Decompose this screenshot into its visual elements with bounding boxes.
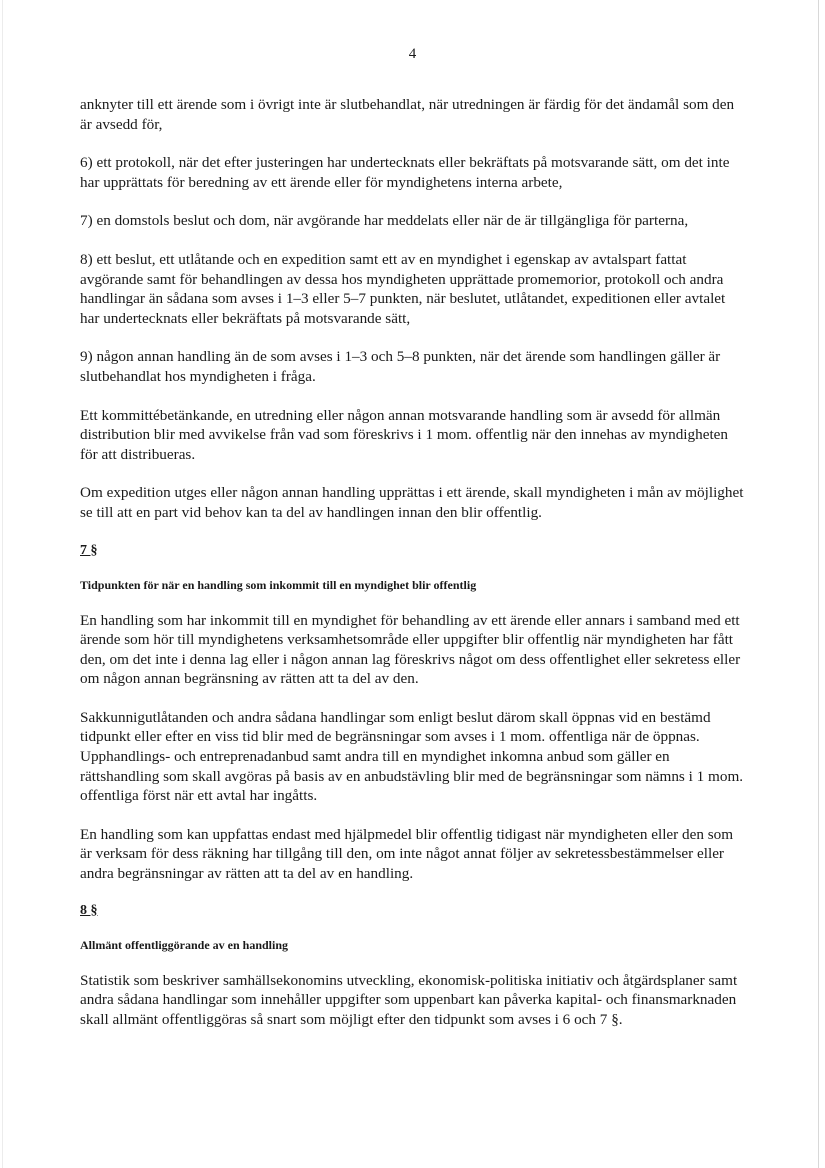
paragraph-received-document: En handling som har inkommit till en myndighet för behandling av ett ärende eller annars i samband med ett ärende som hör till myndighetens verksamhetsområde eller uppgifter blir offentlig när myndigheten har fått den, om det inte i denna lag eller i någon annan lag föreskrivs något om dess offentlighet eller sekretess eller om någon annan begränsning av rätten att ta del av den. [80,611,741,688]
document-body [80,95,745,1029]
paragraph-statistics: Statistik som beskriver samhällsekonomins utveckling, ekonomisk-politiska initiativ och åtgärdsplaner samt andra sådana handlingar som innehåller uppgifter som uppenbart kan påverka kapital- och finansmarknaden skall allmänt offentliggöras så snart som möjligt efter den tidpunkt som avses i 6 och 7 §. [80,971,738,1028]
paragraph-committee-report: Ett kommittébetänkande, en utredning eller någon annan motsvarande handling som är avsedd för allmän distribution blir med avvikelse från vad som föreskrivs i 1 mom. offentlig när den innehas av myndigheten för att distribueras. [80,406,729,463]
scan-edge-right [818,0,819,1168]
paragraph-expert-statements: Sakkunnigutlåtanden och andra sådana handlingar som enligt beslut därom skall öppnas vid en bestämd tidpunkt eller efter en viss tid blir med de begränsningar som avses i 1 mom. offentliga när de öppnas. Upphandlings- och entreprenadanbud samt andra till en myndighet inkomna anbud som gäller en rättshandling som skall avgöras på basis av en anbudstävling blir med de begränsningar som nämns i 1 mom. offentliga först när ett avtal har ingåtts. [80,708,744,805]
section-heading-7: Tidpunkten för när en handling som inkommit till en myndighet blir offentlig [80,577,477,592]
page-number: 4 [408,46,417,62]
section-number-8: 8 § [80,902,98,918]
paragraph-item-9: 9) någon annan handling än de som avses i 1–3 och 5–8 punkten, när det ärende som handlingen gäller är slutbehandlat hos myndigheten i fråga. [80,348,721,385]
paragraph-aided-document: En handling som kan uppfattas endast med hjälpmedel blir offentlig tidigast när myndigheten eller den som är verksam för dess räkning har tillgång till den, om inte något annat följer av sekretessbestämmelser eller andra begränsningar av rätten att ta del av en handling. [80,825,734,883]
paragraph-item-8: 8) ett beslut, ett utlåtande och en expedition samt ett av en myndighet i egenskap av avtalspart fattat avgörande samt för behandlingen av dessa hos myndigheten upprättade promemorior, protokoll och andra handlingar än sådana som avses i 1–3 eller 5–7 punkten, när beslutet, utlåtandet, expeditionen eller avtalet har undertecknats eller bekräftats på motsvarande sätt, [80,250,726,327]
paragraph-expedition: Om expedition utges eller någon annan handling upprättas i ett ärende, skall myndigheten i mån av möjlighet se till att en part vid behov kan ta del av handlingen innan den blir offentlig. [80,484,744,521]
paragraph-item-6: 6) ett protokoll, när det efter justeringen har undertecknats eller bekräftats på motsvarande sätt, om det inte har upprättats för beredning av ett ärende eller för myndighetens interna arbete, [80,154,730,191]
section-heading-8: Allmänt offentliggörande av en handling [80,937,289,952]
paragraph-continuation: anknyter till ett ärende som i övrigt inte är slutbehandlat, när utredningen är färdig för det ändamål som den är avsedd för, [80,96,735,133]
paragraph-item-7: 7) en domstols beslut och dom, när avgörande har meddelats eller när de är tillgängliga för parterna, [80,212,689,230]
section-number-7: 7 § [80,542,98,558]
scan-edge-left [2,0,3,1168]
